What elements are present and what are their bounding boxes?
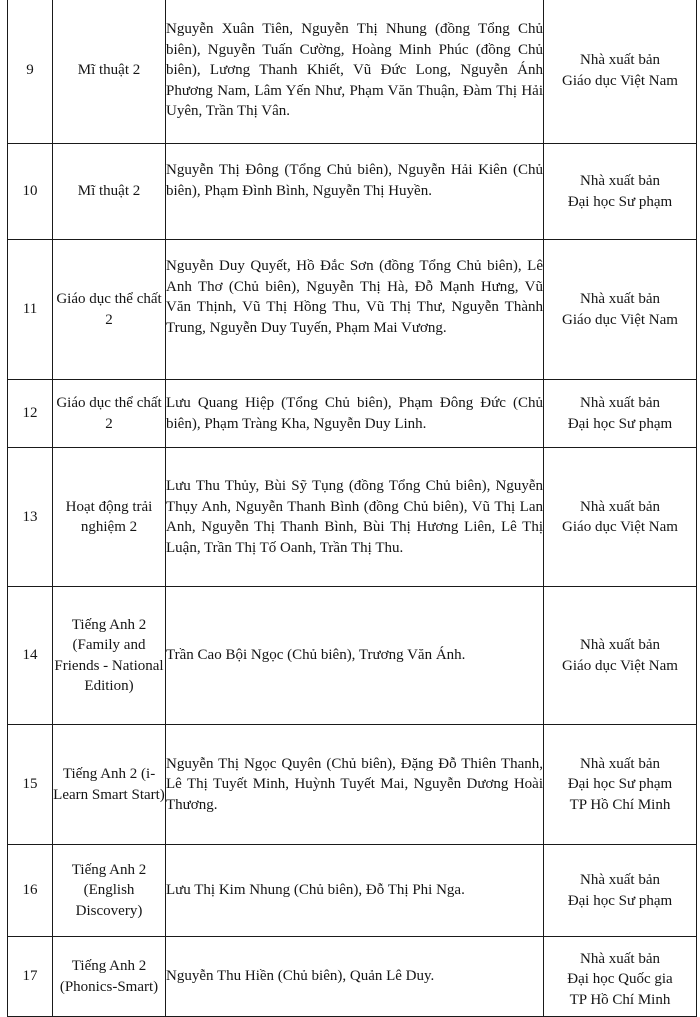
table-row [8, 448, 697, 587]
book-authors: Nguyễn Thị Ngọc Quyên (Chủ biên), Đặng Đỗ Thiên Thanh, Lê Thị Tuyết Minh, Huỳnh Tuyết Mai, Nguyễn Dương Hoài Thương. [166, 725, 544, 845]
book-publisher [544, 144, 697, 240]
book-title: Giáo dục thể chất 2 [53, 380, 166, 448]
table-row [8, 937, 697, 1017]
row-number: 11 [8, 240, 53, 380]
publisher-line: Đại học Sư phạm [567, 193, 673, 210]
book-authors: Nguyễn Thu Hiền (Chủ biên), Quản Lê Duy. [166, 937, 544, 1017]
table-row [8, 0, 697, 144]
textbook-table [7, 0, 697, 1017]
table-row [8, 144, 697, 240]
book-authors: Nguyễn Duy Quyết, Hồ Đắc Sơn (đồng Tổng Chủ biên), Lê Anh Thơ (Chủ biên), Nguyễn Thị Hà, Đỗ Mạnh Hưng, Vũ Văn Thịnh, Vũ Thị Hồng Thu, Vũ Thị Thư, Nguyễn Thành Trung, Nguyễn Duy Tuyến, Phạm Mai Vương. [166, 240, 544, 380]
book-publisher [544, 380, 697, 448]
table-row [8, 380, 697, 448]
publisher-line: Nhà xuất bản [580, 52, 660, 68]
book-title: Tiếng Anh 2 (English Discovery) [53, 845, 166, 937]
publisher-line: TP Hồ Chí Minh [569, 991, 671, 1008]
table-row [8, 587, 697, 725]
book-title: Tiếng Anh 2 (Family and Friends - National Edition) [53, 587, 166, 725]
publisher-line: Đại học Quốc gia [567, 971, 673, 988]
publisher-line: Nhà xuất bản [580, 291, 660, 307]
table-row [8, 240, 697, 380]
book-title: Mĩ thuật 2 [53, 0, 166, 144]
book-publisher [544, 937, 697, 1017]
publisher-line: Đại học Sư phạm [567, 776, 673, 793]
book-title: Tiếng Anh 2 (i-Learn Smart Start) [53, 725, 166, 845]
publisher-line: Giáo dục Việt Nam [562, 72, 678, 89]
row-number: 14 [8, 587, 53, 725]
book-authors: Nguyễn Thị Đông (Tổng Chủ biên), Nguyễn Hải Kiên (Chủ biên), Phạm Đình Bình, Nguyễn Thị Huyền. [166, 144, 544, 240]
publisher-line: Đại học Sư phạm [567, 415, 673, 432]
publisher-line: Nhà xuất bản [580, 395, 660, 411]
book-title: Tiếng Anh 2 (Phonics-Smart) [53, 937, 166, 1017]
row-number: 17 [8, 937, 53, 1017]
publisher-line: Nhà xuất bản [580, 173, 660, 189]
book-publisher [544, 845, 697, 937]
row-number: 9 [8, 0, 53, 144]
book-authors: Lưu Quang Hiệp (Tổng Chủ biên), Phạm Đông Đức (Chủ biên), Phạm Tràng Kha, Nguyễn Duy Linh. [166, 380, 544, 448]
book-title: Mĩ thuật 2 [53, 144, 166, 240]
book-publisher [544, 0, 697, 144]
publisher-line: Đại học Sư phạm [567, 892, 673, 909]
table-row [8, 725, 697, 845]
row-number: 12 [8, 380, 53, 448]
table-row [8, 845, 697, 937]
book-publisher [544, 240, 697, 380]
book-title: Giáo dục thể chất 2 [53, 240, 166, 380]
publisher-line: Nhà xuất bản [580, 872, 660, 888]
book-title: Hoạt động trải nghiệm 2 [53, 448, 166, 587]
publisher-line: Nhà xuất bản [580, 950, 660, 967]
row-number: 10 [8, 144, 53, 240]
publisher-line: Giáo dục Việt Nam [562, 657, 678, 674]
book-authors: Nguyễn Xuân Tiên, Nguyễn Thị Nhung (đồng Tổng Chủ biên), Nguyễn Tuấn Cường, Hoàng Minh Phúc (đồng Chủ biên), Lương Thanh Khiết, Vũ Đức Long, Nguyễn Ánh Phương Nam, Lâm Yến Như, Phạm Văn Thuận, Đàm Thị Hải Uyên, Trần Thị Vân. [166, 0, 544, 144]
publisher-line: Nhà xuất bản [580, 637, 660, 653]
publisher-line: Giáo dục Việt Nam [562, 311, 678, 328]
publisher-line: Nhà xuất bản [580, 755, 660, 772]
book-authors: Lưu Thu Thủy, Bùi Sỹ Tụng (đồng Tổng Chủ biên), Nguyễn Thụy Anh, Nguyễn Thanh Bình (đồng Chủ biên), Vũ Thị Lan Anh, Nguyễn Thị Thanh Bình, Bùi Thị Hương Liên, Lê Thị Luận, Trần Thị Tố Oanh, Trần Thị Thu. [166, 448, 544, 587]
row-number: 13 [8, 448, 53, 587]
book-publisher [544, 448, 697, 587]
row-number: 16 [8, 845, 53, 937]
book-authors: Trần Cao Bội Ngọc (Chủ biên), Trương Văn Ánh. [166, 587, 544, 725]
book-authors: Lưu Thị Kim Nhung (Chủ biên), Đỗ Thị Phi Nga. [166, 845, 544, 937]
publisher-line: Giáo dục Việt Nam [562, 519, 678, 535]
book-publisher [544, 725, 697, 845]
book-publisher [544, 587, 697, 725]
publisher-line: TP Hồ Chí Minh [569, 796, 671, 813]
row-number: 15 [8, 725, 53, 845]
publisher-line: Nhà xuất bản [580, 498, 660, 515]
